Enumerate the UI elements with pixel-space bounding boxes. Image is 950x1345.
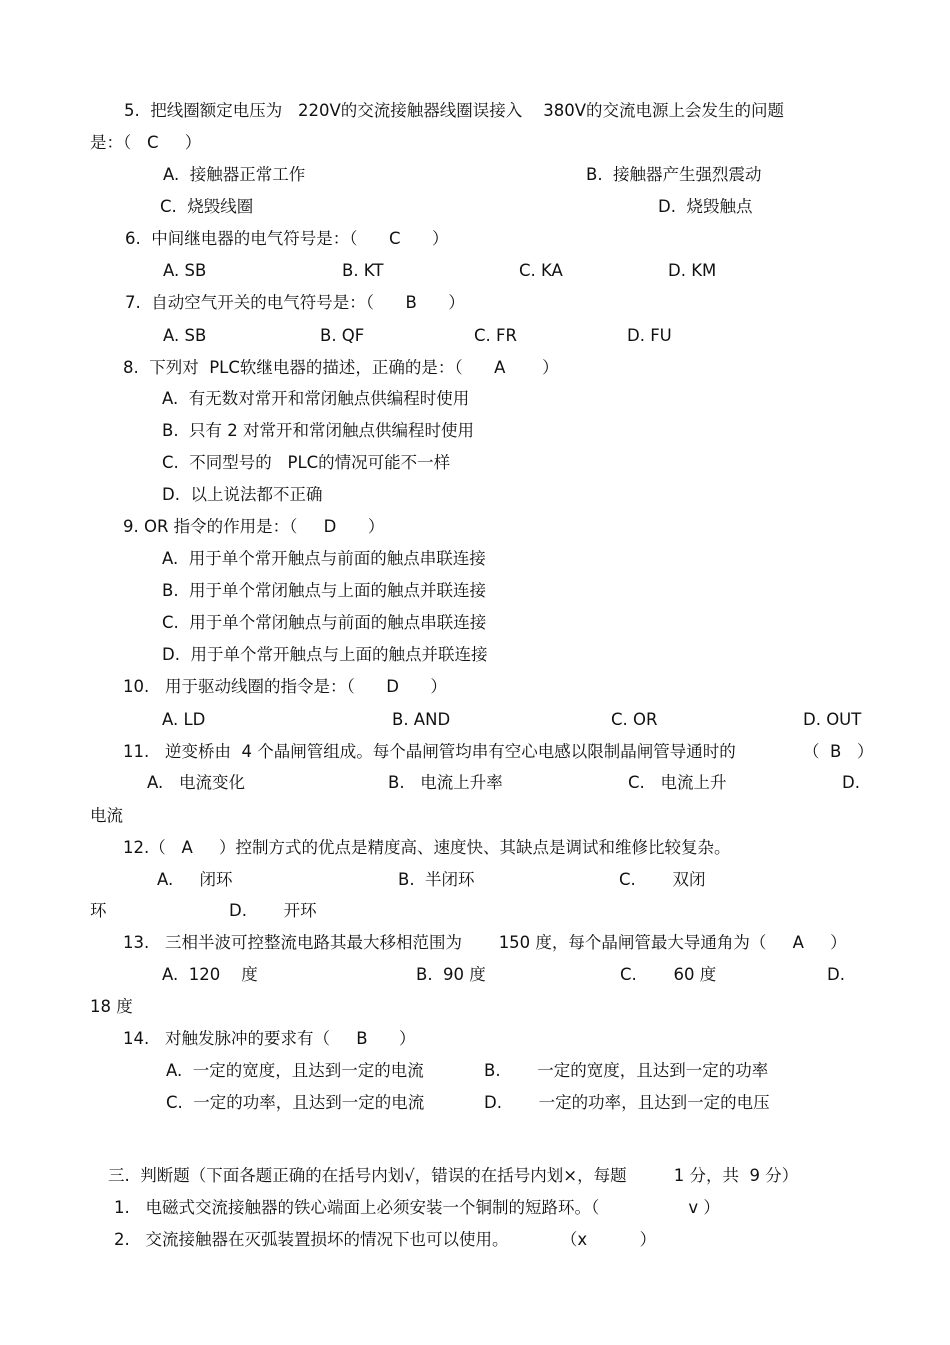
q14-option-a: A. 一定的宽度，且达到一定的电流 — [166, 1061, 424, 1080]
q6-option-d: D. KM — [668, 261, 717, 280]
q6-option-c: C. KA — [519, 261, 563, 280]
q5-option-d: D. 烧毁触点 — [658, 197, 753, 216]
q5-stem-line2: 是：（ C ） — [90, 133, 202, 152]
q14-stem: 14. 对触发脉冲的要求有（ B ） — [123, 1029, 416, 1048]
q8-option-a: A. 有无数对常开和常闭触点供编程时使用 — [162, 389, 470, 408]
q10-option-c: C. OR — [611, 710, 658, 729]
q9-stem: 9. OR 指令的作用是：（ D ） — [123, 517, 385, 536]
q6-option-b: B. KT — [342, 261, 384, 280]
q10-option-a: A. LD — [162, 710, 206, 729]
q14-option-c: C. 一定的功率，且达到一定的电流 — [166, 1093, 425, 1112]
q12-option-c-continued: 环 — [90, 901, 107, 920]
q10-option-d: D. OUT — [803, 710, 862, 729]
q13-option-d-continued: 18 度 — [90, 997, 133, 1016]
q13-option-d: D. — [827, 965, 845, 984]
q8-option-d: D. 以上说法都不正确 — [162, 485, 323, 504]
q7-option-d: D. FU — [627, 326, 672, 345]
q12-option-d: D. 开环 — [229, 901, 317, 920]
q5-option-c: C. 烧毁线圈 — [160, 197, 254, 216]
section3-judgment-1: 1. 电磁式交流接触器的铁心端面上必须安装一个铜制的短路环。（ v ） — [114, 1198, 720, 1217]
q5-option-b: B. 接触器产生强烈震动 — [586, 165, 762, 184]
q7-option-c: C. FR — [474, 326, 517, 345]
section3-judgment-2: 2. 交流接触器在灭弧装置损坏的情况下也可以使用。 （x ） — [114, 1230, 657, 1249]
q7-option-b: B. QF — [320, 326, 365, 345]
q9-option-b: B. 用于单个常闭触点与上面的触点并联连接 — [162, 581, 487, 600]
q9-option-c: C. 用于单个常闭触点与前面的触点串联连接 — [162, 613, 487, 632]
q8-stem: 8. 下列对 PLC软继电器的描述，正确的是：（ A ） — [123, 358, 559, 377]
q13-stem: 13. 三相半波可控整流电路其最大移相范围为 150 度，每个晶闸管最大导通角为（ A ） — [123, 933, 847, 952]
q11-option-d: D. — [842, 773, 860, 792]
q10-option-b: B. AND — [392, 710, 451, 729]
q11-option-b: B. 电流上升率 — [388, 773, 503, 792]
q8-option-b: B. 只有 2 对常开和常闭触点供编程时使用 — [162, 421, 475, 440]
q9-option-a: A. 用于单个常开触点与前面的触点串联连接 — [162, 549, 486, 568]
q12-option-c: C. 双闭 — [619, 870, 706, 889]
q12-option-b: B. 半闭环 — [398, 870, 475, 889]
q14-option-d: D. 一定的功率，且达到一定的电压 — [484, 1093, 770, 1112]
q13-option-c: C. 60 度 — [620, 965, 717, 984]
q8-option-c: C. 不同型号的 PLC的情况可能不一样 — [162, 453, 451, 472]
q11-option-d-continued: 电流 — [90, 806, 123, 825]
q13-option-a: A. 120 度 — [162, 965, 258, 984]
q6-stem: 6. 中间继电器的电气符号是：（ C ） — [125, 229, 449, 248]
q11-option-a: A. 电流变化 — [147, 773, 245, 792]
q10-stem: 10. 用于驱动线圈的指令是：（ D ） — [123, 677, 447, 696]
q5-option-a: A. 接触器正常工作 — [163, 165, 306, 184]
q13-option-b: B. 90 度 — [416, 965, 486, 984]
q11-answer: （ B ） — [803, 742, 874, 761]
q7-option-a: A. SB — [163, 326, 207, 345]
q12-stem: 12.（ A ）控制方式的优点是精度高、速度快、其缺点是调试和维修比较复杂。 — [123, 838, 731, 857]
q6-option-a: A. SB — [163, 261, 207, 280]
section3-heading: 三. 判断题（下面各题正确的在括号内划√，错误的在括号内划×，每题 1 分，共 9 分） — [108, 1166, 799, 1185]
q14-option-b: B. 一定的宽度，且达到一定的功率 — [484, 1061, 769, 1080]
q11-stem: 11. 逆变桥由 4 个晶闸管组成。每个晶闸管均串有空心电感以限制晶闸管导通时的 — [123, 742, 736, 761]
q11-option-c: C. 电流上升 — [628, 773, 727, 792]
q12-option-a: A. 闭环 — [157, 870, 233, 889]
q9-option-d: D. 用于单个常开触点与上面的触点并联连接 — [162, 645, 488, 664]
q7-stem: 7. 自动空气开关的电气符号是：（ B ） — [125, 293, 465, 312]
q5-stem-line1: 5. 把线圈额定电压为 220V的交流接触器线圈误接入 380V的交流电源上会发生的问题 — [124, 101, 785, 120]
